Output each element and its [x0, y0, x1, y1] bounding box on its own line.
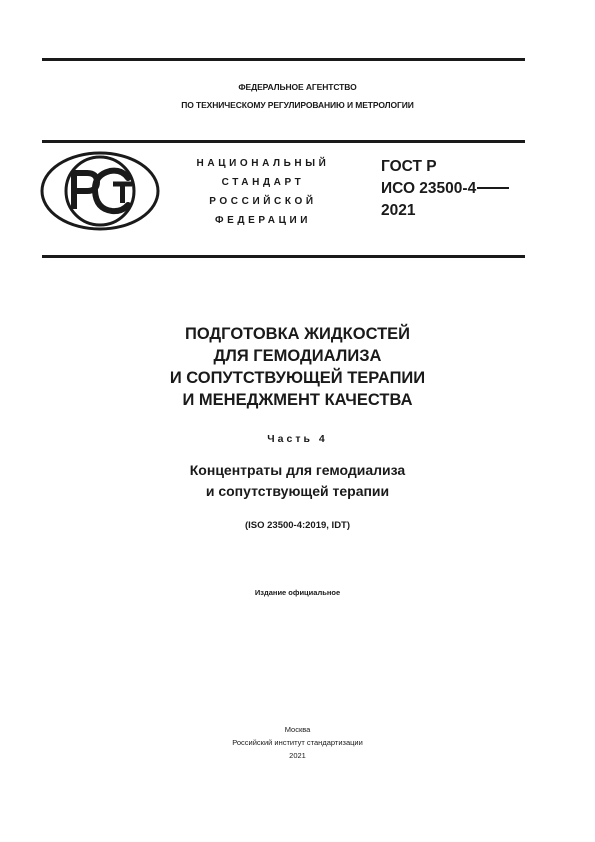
title-line4: И МЕНЕДЖМЕНТ КАЧЕСТВА	[182, 391, 413, 409]
imprint-city: Москва	[284, 725, 311, 734]
part-subtitle	[0, 460, 595, 502]
middle-rule	[42, 140, 525, 143]
rst-gost-emblem-icon	[40, 151, 160, 231]
agency-name-line1: ФЕДЕРАЛЬНОЕ АГЕНТСТВО	[238, 82, 357, 92]
designation-number-line	[381, 178, 509, 200]
standard-type-line2: СТАНДАРТ	[221, 177, 305, 188]
edition-note: Издание официальное	[254, 588, 341, 597]
document-title	[0, 323, 595, 411]
iso-reference: (ISO 23500-4:2019, IDT)	[244, 520, 351, 531]
title-line1: ПОДГОТОВКА ЖИДКОСТЕЙ	[184, 325, 411, 343]
agency-name-line2: ПО ТЕХНИЧЕСКОМУ РЕГУЛИРОВАНИЮ И МЕТРОЛОГИИ	[181, 100, 414, 110]
standard-type-line3: РОССИЙСКОЙ	[209, 196, 317, 207]
standard-type-line4: ФЕДЕРАЦИИ	[214, 215, 312, 226]
standard-type-line1: НАЦИОНАЛЬНЫЙ	[196, 158, 330, 169]
top-rule	[42, 58, 525, 61]
standard-type-block	[188, 154, 338, 230]
imprint	[0, 723, 595, 762]
title-line2: ДЛЯ ГЕМОДИАЛИЗА	[213, 347, 382, 365]
title-line3: И СОПУТСТВУЮЩЕЙ ТЕРАПИИ	[169, 369, 426, 387]
standard-designation	[381, 156, 509, 222]
subtitle-line2: и сопутствующей терапии	[205, 483, 390, 499]
designation-year: 2021	[381, 202, 416, 219]
designation-line1: ГОСТ Р	[381, 158, 437, 175]
designation-line2: ИСО 23500-4	[381, 180, 477, 197]
imprint-year: 2021	[289, 751, 306, 760]
imprint-publisher: Российский институт стандартизации	[232, 738, 363, 747]
bottom-rule	[42, 255, 525, 258]
designation-dash	[477, 187, 509, 189]
part-label: Часть 4	[267, 433, 328, 445]
subtitle-line1: Концентраты для гемодиализа	[189, 462, 406, 478]
